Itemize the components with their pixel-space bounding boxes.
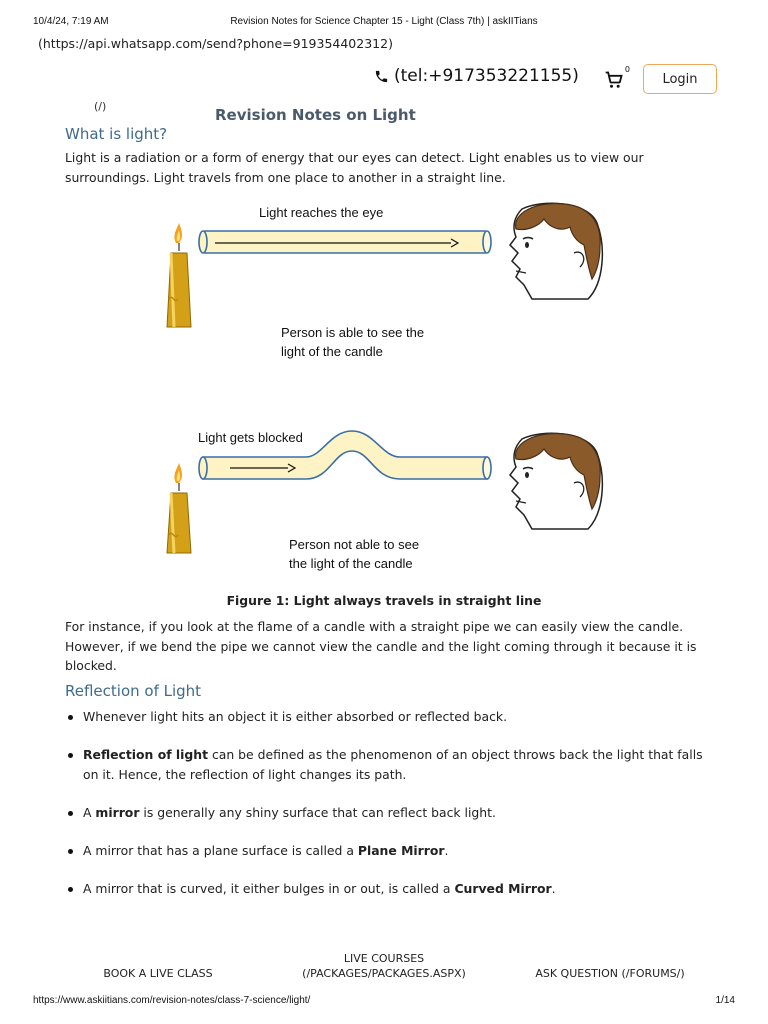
print-footer xyxy=(33,995,735,1009)
top-caption-line2: light of the candle xyxy=(281,344,383,359)
intro-paragraph: Light is a radiation or a form of energy that our eyes can detect. Light enables us to view our surroundings. Light travels from one place to another in a straight line. xyxy=(65,150,644,185)
print-page-number: 1/14 xyxy=(715,995,735,1006)
bottom-caption-line2: the light of the candle xyxy=(289,556,413,571)
label-light-reaches-eye: Light reaches the eye xyxy=(259,205,384,220)
list-item: A mirror that has a plane surface is called a Plane Mirror. xyxy=(65,841,715,861)
print-datetime: 10/4/24, 7:19 AM xyxy=(33,16,109,27)
nav-live-courses-line2: (/PACKAGES/PACKAGES.ASPX) xyxy=(302,967,466,980)
bottom-caption-line1: Person not able to see xyxy=(289,537,420,552)
cart-button[interactable] xyxy=(604,65,630,92)
nav-ask-question[interactable]: ASK QUESTION (/FORUMS/) xyxy=(535,967,685,980)
head-top xyxy=(510,203,602,299)
home-link[interactable]: (/) xyxy=(94,100,107,113)
phone-link[interactable] xyxy=(374,66,579,86)
straight-tube xyxy=(199,231,491,253)
list-item: Whenever light hits an object it is either absorbed or reflected back. xyxy=(65,707,715,727)
cart-icon xyxy=(604,70,624,90)
list-item: A mirror that is curved, it either bulges in or out, is called a Curved Mirror. xyxy=(65,879,715,899)
candle-bottom xyxy=(167,463,191,553)
section-heading-reflection: Reflection of Light xyxy=(65,682,202,700)
label-light-gets-blocked: Light gets blocked xyxy=(198,430,303,445)
section-heading-what-is-light: What is light? xyxy=(65,125,168,143)
nav-live-courses[interactable] xyxy=(290,951,478,981)
phone-icon xyxy=(374,69,389,84)
nav-book-live-class[interactable]: BOOK A LIVE CLASS xyxy=(103,967,213,980)
phone-link-text: (tel:+917353221155) xyxy=(394,66,579,86)
nav-live-courses-line1: LIVE COURSES xyxy=(343,952,425,965)
light-diagram xyxy=(160,195,610,580)
list-item: Reflection of light can be defined as the phenomenon of an object throws back the light that falls on it. Hence, the reflection of light changes its path. xyxy=(65,745,715,785)
print-url: https://www.askiitians.com/revision-notes/class-7-science/light/ xyxy=(33,995,311,1006)
page-title: Revision Notes on Light xyxy=(215,106,416,124)
figure-caption: Figure 1: Light always travels in straight line xyxy=(226,593,542,608)
head-bottom xyxy=(510,433,602,529)
login-button[interactable]: Login xyxy=(643,64,717,94)
cart-count: 0 xyxy=(624,65,630,74)
print-page-title: Revision Notes for Science Chapter 15 - Light (Class 7th) | askIITians xyxy=(230,16,538,27)
whatsapp-link[interactable]: (https://api.whatsapp.com/send?phone=919354402312) xyxy=(38,36,393,51)
reflection-bullet-list xyxy=(65,707,715,917)
top-caption-line1: Person is able to see the xyxy=(281,325,425,340)
candle-top xyxy=(167,223,191,327)
list-item: A mirror is generally any shiny surface that can reflect back light. xyxy=(65,803,715,823)
footer-nav xyxy=(0,951,768,985)
print-header xyxy=(33,16,735,30)
followup-paragraph: For instance, if you look at the flame of a candle with a straight pipe we can easily view the candle. However, if we bend the pipe we cannot view the candle and the light coming through it because it is blocked. xyxy=(65,619,697,673)
